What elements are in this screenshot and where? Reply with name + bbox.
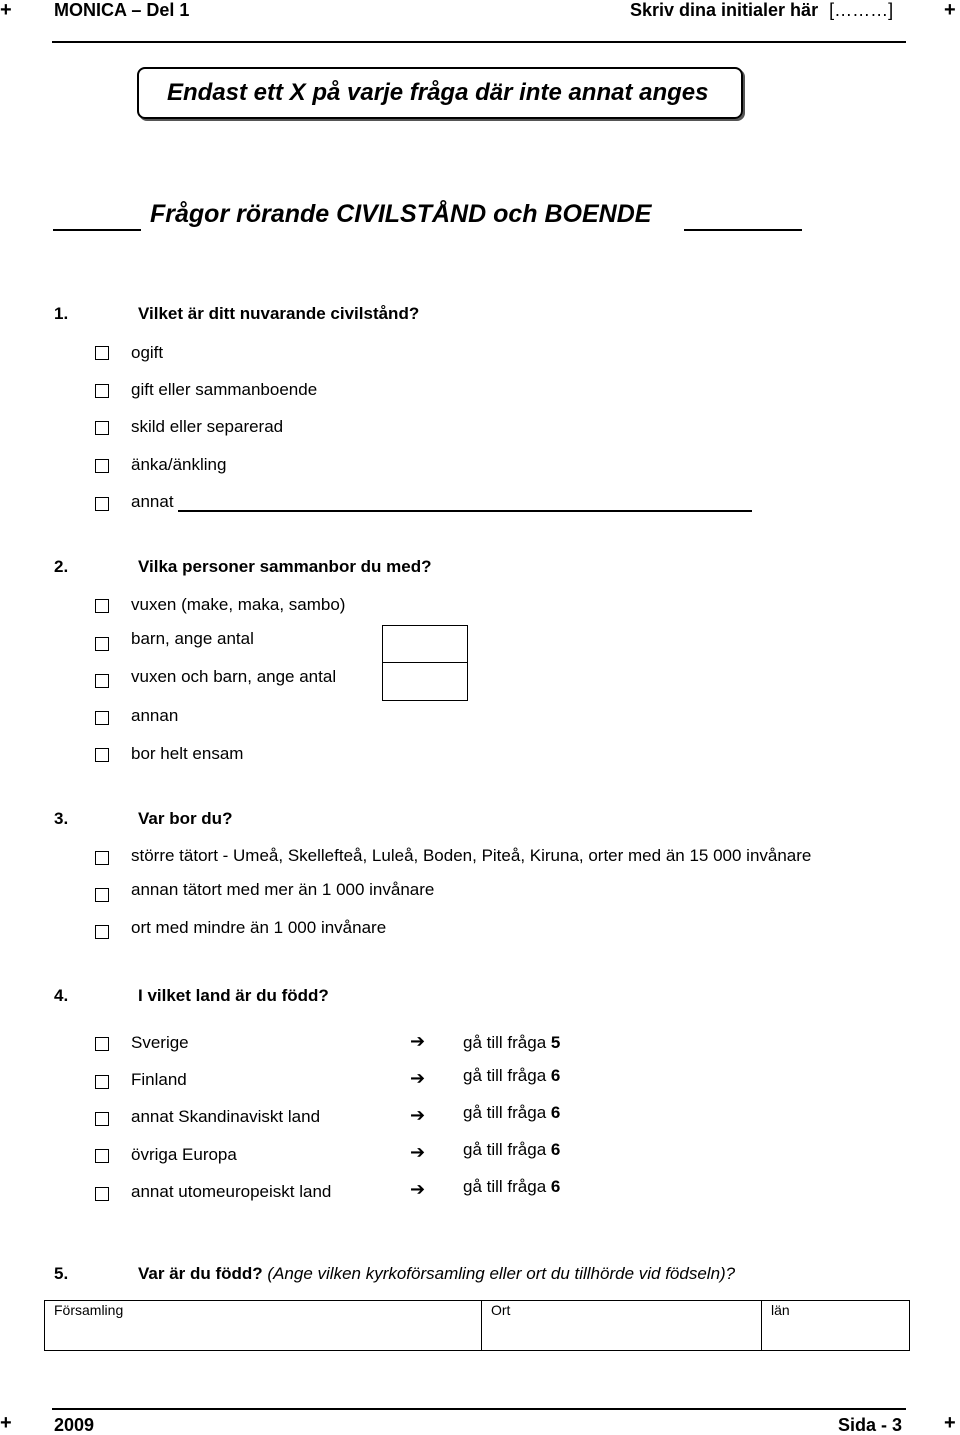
q2-checkbox-vuxen-och-barn[interactable] [95,674,109,688]
q1-checkbox-ogift[interactable] [95,346,109,360]
q4-checkbox-skandinavien[interactable] [95,1112,109,1126]
q4-checkbox-sverige[interactable] [95,1037,109,1051]
q2-option-barn: barn, ange antal [131,629,254,648]
footer-year: 2009 [54,1415,95,1435]
q2-option-annan: annan [131,706,179,725]
goto-number: 6 [550,1066,561,1085]
q2-option-vuxen: vuxen (make, maka, sambo) [131,595,346,614]
q1-text: Vilket är ditt nuvarande civilstånd? [138,304,420,323]
q1-checkbox-skild[interactable] [95,421,109,435]
initials-prompt-label: Skriv dina initialer här [630,0,819,20]
goto-number: 5 [550,1033,561,1052]
arrow-right-icon: ➔ [410,1105,426,1125]
arrow-right-icon: ➔ [410,1142,426,1162]
q4-goto-europa [463,1140,560,1160]
birthplace-cell-lan[interactable] [762,1301,908,1350]
q1-option-skild: skild eller separerad [131,417,284,436]
q4-goto-utomeuropeiskt [463,1177,560,1197]
q5-question: Var är du född? [138,1264,263,1283]
q4-option-europa: övriga Europa [131,1145,237,1164]
q3-option-annan-tatort: annan tätort med mer än 1 000 invånare [131,880,435,899]
q1-checkbox-annat[interactable] [95,497,109,511]
q4-checkbox-europa[interactable] [95,1149,109,1163]
q2-checkbox-barn[interactable] [95,637,109,651]
q1-option-anka: änka/änkling [131,455,227,474]
q5-number: 5. [54,1264,69,1283]
q2-option-ensam: bor helt ensam [131,744,244,763]
q1-annat-write-line[interactable] [178,510,752,512]
goto-number: 6 [550,1140,561,1159]
q2-count-box-vuxen-och-barn[interactable] [382,662,468,701]
q3-checkbox-annan-tatort[interactable] [95,888,109,902]
q2-option-vuxen-och-barn: vuxen och barn, ange antal [131,667,337,686]
registration-mark-top-right: + [944,0,956,21]
birthplace-cell-ort[interactable] [482,1301,762,1350]
q3-option-mindre-ort: ort med mindre än 1 000 invånare [131,918,387,937]
q2-checkbox-vuxen[interactable] [95,599,109,613]
q1-option-ogift: ogift [131,343,164,362]
section-title-rule-left [53,229,141,231]
q1-checkbox-anka[interactable] [95,459,109,473]
footer-page-number: Sida - 3 [838,1415,903,1435]
goto-prefix: gå till fråga [463,1103,547,1122]
q4-checkbox-utomeuropeiskt[interactable] [95,1187,109,1201]
q4-option-finland: Finland [131,1070,187,1089]
arrow-right-icon: ➔ [410,1068,426,1088]
field-label-lan: län [771,1302,790,1318]
instruction-text: Endast ett X på varje fråga där inte annat anges [167,79,709,106]
q1-checkbox-gift[interactable] [95,384,109,398]
q3-checkbox-mindre-ort[interactable] [95,925,109,939]
goto-number: 6 [550,1103,561,1122]
q1-number: 1. [54,304,69,323]
arrow-right-icon: ➔ [410,1179,426,1199]
q5-hint: (Ange vilken kyrkoförsamling eller ort du tillhörde vid födseln)? [267,1264,736,1283]
q4-goto-finland [463,1066,560,1086]
q5-text [138,1264,735,1284]
q4-goto-skandinavien [463,1103,560,1123]
q3-number: 3. [54,809,69,828]
q2-number: 2. [54,557,69,576]
q4-checkbox-finland[interactable] [95,1075,109,1089]
birthplace-table [44,1300,910,1351]
q4-number: 4. [54,986,69,1005]
form-title: MONICA – Del 1 [54,0,190,20]
q2-count-box-barn[interactable] [382,625,468,664]
footer-rule [52,1408,906,1410]
arrow-right-icon: ➔ [410,1031,426,1051]
goto-number: 6 [550,1177,561,1196]
section-title-rule-right [684,229,802,231]
initials-field[interactable]: [………] [829,0,894,20]
q4-text: I vilket land är du född? [138,986,329,1005]
header-rule [52,41,906,43]
birthplace-cell-forsamling[interactable] [45,1301,482,1350]
q2-checkbox-ensam[interactable] [95,748,109,762]
instruction-box [137,67,743,119]
section-title: Frågor rörande CIVILSTÅND och BOENDE [150,200,652,228]
registration-mark-bottom-left: + [0,1412,12,1434]
q2-checkbox-annan[interactable] [95,711,109,725]
initials-prompt [630,0,893,20]
goto-prefix: gå till fråga [463,1033,547,1052]
q1-option-gift: gift eller sammanboende [131,380,318,399]
q3-option-storre-tatort: större tätort - Umeå, Skellefteå, Luleå, Boden, Piteå, Kiruna, orter med än 15 000 invånare [131,846,812,865]
field-label-ort: Ort [491,1302,511,1318]
q2-text: Vilka personer sammanbor du med? [138,557,432,576]
registration-mark-bottom-right: + [944,1412,956,1434]
q4-option-skandinavien: annat Skandinaviskt land [131,1107,321,1126]
q3-text: Var bor du? [138,809,233,828]
q4-option-utomeuropeiskt: annat utomeuropeiskt land [131,1182,332,1201]
q3-checkbox-storre-tatort[interactable] [95,851,109,865]
field-label-forsamling: Församling [54,1302,124,1318]
goto-prefix: gå till fråga [463,1066,547,1085]
registration-mark-top-left: + [0,0,12,21]
goto-prefix: gå till fråga [463,1140,547,1159]
goto-prefix: gå till fråga [463,1177,547,1196]
q1-option-annat: annat [131,492,174,511]
q4-goto-sverige [463,1033,560,1053]
q4-option-sverige: Sverige [131,1033,189,1052]
